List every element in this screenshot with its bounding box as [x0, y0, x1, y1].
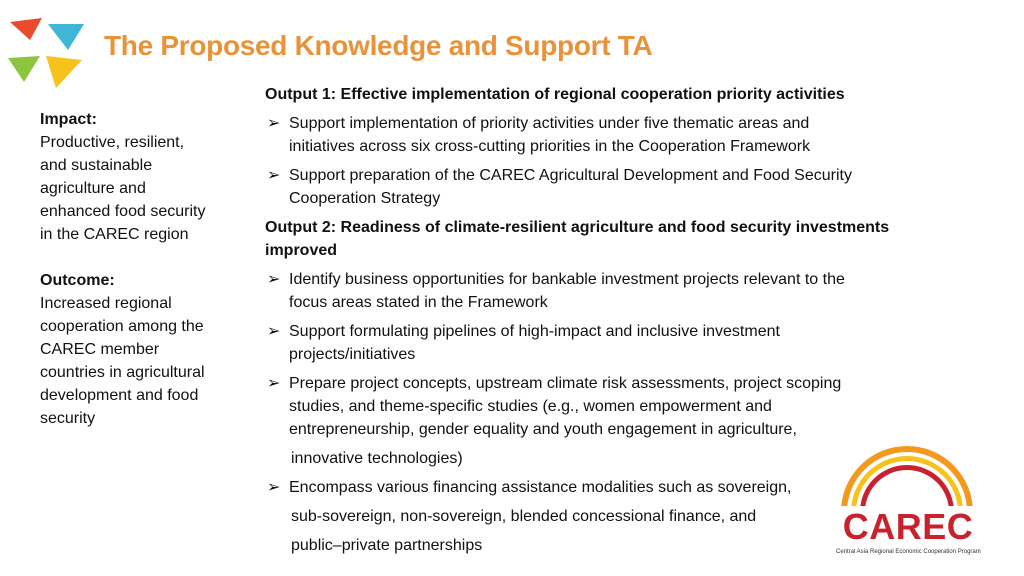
output1-heading: Output 1: Effective implementation of regional cooperation priority activities: [265, 86, 845, 103]
impact-heading: Impact:: [40, 111, 97, 128]
output2-bullet: [265, 372, 945, 441]
logo-shape-yellow: [46, 56, 82, 88]
logo-mark-icon: [6, 16, 86, 92]
bullet-continuation: innovative technologies): [291, 450, 463, 467]
outcome-line: development and food: [40, 387, 199, 404]
logo-shape-teal: [48, 24, 84, 50]
impact-line: enhanced food security: [40, 203, 206, 220]
bullet-line: Encompass various financing assistance modalities such as sovereign,: [289, 479, 792, 496]
heading-line: Output 2: Readiness of climate-resilient agriculture and food security investments: [265, 219, 890, 236]
outcome-line: countries in agricultural: [40, 364, 205, 381]
output2-bullet: [265, 320, 945, 366]
outcome-line: cooperation among the: [40, 318, 204, 335]
arrow-bullet-icon: ➢: [267, 375, 281, 392]
bullet-continuation: sub-sovereign, non-sovereign, blended concessional finance, and: [291, 508, 757, 525]
outcome-line: Increased regional: [40, 295, 172, 312]
page-title: The Proposed Knowledge and Support TA: [104, 30, 653, 61]
impact-outcome-column: [40, 108, 240, 430]
bullet-line: Support preparation of the CAREC Agricultural Development and Food Security: [289, 167, 852, 184]
arrow-bullet-icon: ➢: [267, 167, 281, 184]
carec-logo-wordmark: CAREC: [842, 506, 974, 547]
bullet-line: Support formulating pipelines of high-impact and inclusive investment: [289, 323, 780, 340]
bullet-line: Prepare project concepts, upstream climate risk assessments, project scoping: [289, 375, 842, 392]
outcome-line: security: [40, 410, 96, 427]
bullet-line: focus areas stated in the Framework: [289, 294, 548, 311]
arrow-bullet-icon: ➢: [267, 115, 281, 132]
impact-line: Productive, resilient,: [40, 134, 185, 151]
bullet-line: projects/initiatives: [289, 346, 416, 363]
arrow-bullet-icon: ➢: [267, 271, 281, 288]
output2-bullet: [265, 268, 945, 314]
bullet-line: studies, and theme-specific studies (e.g., women empowerment and: [289, 398, 772, 415]
output2-heading: [265, 216, 945, 262]
bullet-continuation: public–private partnerships: [291, 537, 483, 554]
spacer: [40, 246, 240, 269]
heading-line: improved: [265, 242, 338, 259]
bullet-line: entrepreneurship, gender equality and youth engagement in agriculture,: [289, 421, 797, 438]
outcome-heading: Outcome:: [40, 272, 115, 289]
impact-line: agriculture and: [40, 180, 146, 197]
arrow-bullet-icon: ➢: [267, 323, 281, 340]
outcome-line: CAREC member: [40, 341, 160, 358]
impact-line: and sustainable: [40, 157, 153, 174]
logo-shape-green: [8, 56, 40, 82]
carec-logo-subtitle: Central Asia Regional Economic Cooperation Program: [836, 549, 981, 555]
bullet-line: Identify business opportunities for bankable investment projects relevant to the: [289, 271, 845, 288]
output1-bullet: [265, 164, 945, 210]
bullet-line: initiatives across six cross-cutting priorities in the Cooperation Framework: [289, 138, 811, 155]
bullet-line: Support implementation of priority activities under five thematic areas and: [289, 115, 810, 132]
output1-bullet: [265, 112, 945, 158]
bullet-line: Cooperation Strategy: [289, 190, 441, 207]
logo-shape-red: [10, 18, 42, 40]
arrow-bullet-icon: ➢: [267, 479, 281, 496]
impact-line: in the CAREC region: [40, 226, 189, 243]
